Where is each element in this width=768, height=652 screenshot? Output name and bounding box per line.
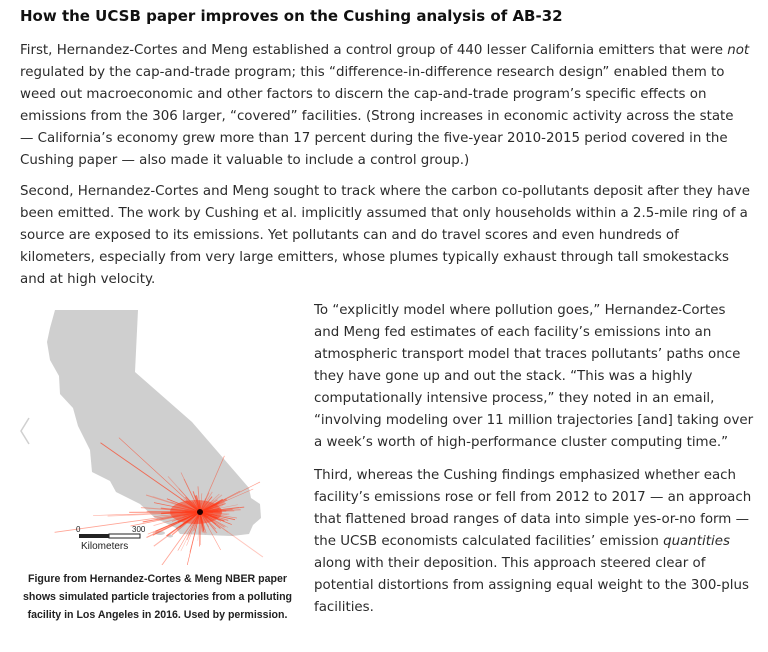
scale-end-label: 300 bbox=[132, 525, 146, 534]
paragraph-control-group bbox=[20, 40, 750, 172]
paragraph-co-pollutants: Second, Hernandez-Cortes and Meng sought to track where the carbon co-pollutants deposit after they have been emitted. The work by Cushing et al. implicitly assumed that only households within a 2.5-mile ring of a source are exposed to its emissions. Yet pollutants can and do travel scores and even hundreds of kilometers, especially from very large emitters, whose plumes typically exhaust through tall smokestacks and at high velocity. bbox=[20, 184, 750, 287]
paragraph-text: Third, whereas the Cushing findings emphasized whether each facility’s emissions rose or fell from 2012 to 2017 — an approach that flattened broad ranges of data into simple yes-or-no form — the UCSB economists calculated facilities’ emission bbox=[314, 468, 752, 549]
emphasis-quantities: quantities bbox=[663, 534, 730, 549]
section-heading: How the UCSB paper improves on the Cushing analysis of AB-32 bbox=[20, 7, 563, 25]
scale-start-label: 0 bbox=[76, 525, 81, 534]
paragraph-text: along with their deposition. This approach steered clear of potential distortions from assigning equal weight to the 300-plus facilities. bbox=[314, 556, 749, 615]
paragraph-quantities bbox=[314, 465, 754, 619]
article bbox=[20, 0, 754, 621]
scale-unit-label: Kilometers bbox=[81, 541, 129, 552]
california-map-shape bbox=[47, 310, 261, 536]
emphasis-not: not bbox=[727, 43, 750, 58]
chevron-left-icon bbox=[21, 418, 29, 444]
paragraph-text: First, Hernandez-Cortes and Meng established a control group of 440 lesser California emitters that were bbox=[20, 43, 728, 58]
california-trajectory-map bbox=[20, 300, 295, 565]
right-column bbox=[314, 300, 754, 619]
figure bbox=[20, 300, 295, 645]
trajectory-density bbox=[170, 500, 222, 524]
paragraph-transport-model: To “explicitly model where pollution goes,” Hernandez-Cortes and Meng fed estimates of each facility’s emissions into an atmospheric transport model that traces pollutants’ paths once they have gone up and out the stack. “This was a highly computationally intensive process,” they noted in an email, “involving modeling over 11 million trajectories [and] taking over a week’s worth of high-performance cluster computing time.” bbox=[314, 303, 754, 450]
scale-bar bbox=[76, 525, 146, 552]
paragraph-text: regulated by the cap-and-trade program; this “difference-in-difference research design” enabled them to weed out macroeconomic and other factors to discern the cap-and-trade program’s specific effects on emissions from the 306 larger, “covered” facilities. (Strong increases in economic activity across the state — California’s economy grew more than 17 percent during the five-year 2010-2015 period covered in the Cushing paper — also made it valuable to include a control group.) bbox=[20, 65, 734, 168]
facility-marker bbox=[197, 509, 203, 515]
figure-caption: Figure from Hernandez-Cortes & Meng NBER paper shows simulated particle trajectories from a polluting facility in Los Angeles in 2016. Used by permission. bbox=[22, 573, 293, 621]
